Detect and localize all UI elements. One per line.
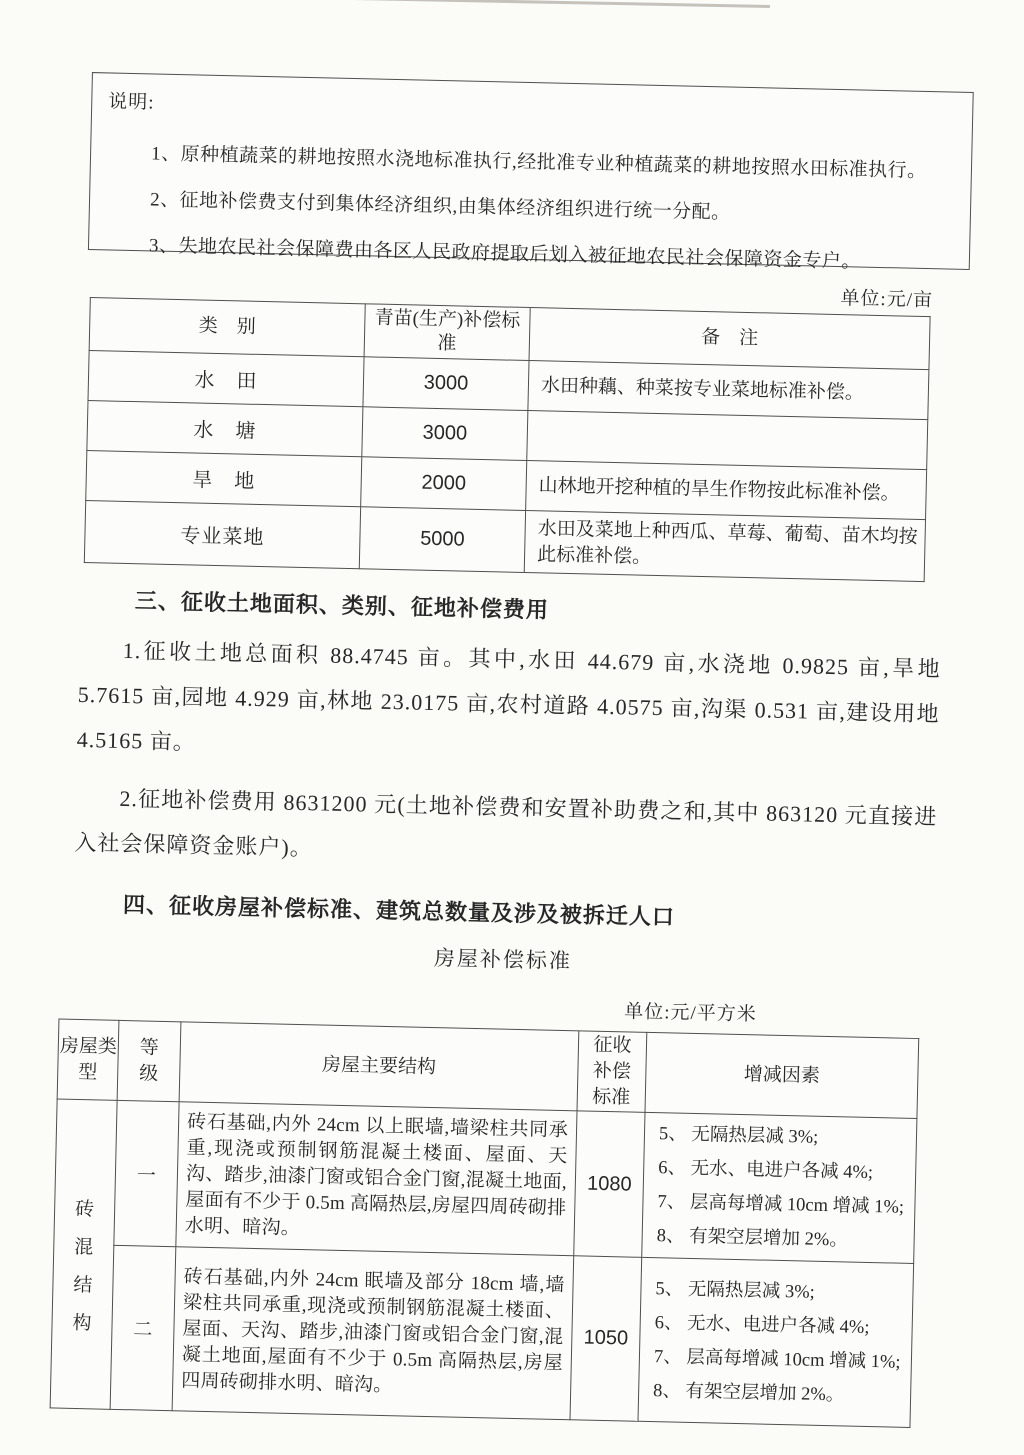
cell-category: 水 田 <box>88 351 364 407</box>
header-remark: 备 注 <box>529 308 930 370</box>
header-standard: 青苗(生产)补偿标准 <box>364 304 530 361</box>
cell-standard: 1080 <box>574 1111 645 1258</box>
factor-item: 8、 有架空层增加 2%。 <box>656 1226 849 1251</box>
land-compensation-table <box>84 297 931 582</box>
cell-grade: 二 <box>110 1245 176 1410</box>
house-compensation-table <box>50 1019 920 1428</box>
factor-item: 8、 有架空层增加 2%。 <box>652 1380 845 1405</box>
cell-factors <box>638 1257 914 1427</box>
factor-item: 6、 无水、电进户各减 4%; <box>654 1312 870 1338</box>
note-item-3: 3、失地农民社会保障费由各区人民政府提取后划入被征地农民社会保障资金专户。 <box>148 235 862 273</box>
factor-item: 6、 无水、电进户各减 4%; <box>658 1158 874 1184</box>
notes-title: 说明: <box>108 91 155 114</box>
cell-remark: 水田及菜地上种西瓜、草莓、葡萄、苗木均按此标准补偿。 <box>524 510 925 581</box>
cell-structure: 砖石基础,内外 24cm 以上眠墙,墙梁柱共同承重,现浇或预制钢筋混凝土楼面、屋面、天沟、踏步,油漆门窗或铝合金门窗,混凝土地面,屋面有不少于 0.5m 高隔热层,房屋四周砖砌排水明、暗沟。 <box>176 1102 577 1256</box>
cell-category: 专业菜地 <box>84 501 360 569</box>
cell-standard: 2000 <box>361 457 527 511</box>
section3-paragraph-2: 2.征地补偿费用 8631200 元(土地补偿费和安置补助费之和,其中 863120 元直接进入社会保障资金账户)。 <box>74 785 938 861</box>
cell-standard: 3000 <box>362 407 528 461</box>
table-row-grade-1 <box>54 1099 917 1263</box>
land-table-unit-label: 单位:元/亩 <box>840 288 934 312</box>
section3-heading: 三、征收土地面积、类别、征地补偿费用 <box>134 588 550 623</box>
header-house-type: 房屋类型 <box>57 1019 119 1100</box>
note-item-1: 1、原种植蔬菜的耕地按照水浇地标准执行,经批准专业种植蔬菜的耕地按照水田标准执行。 <box>150 143 927 183</box>
cell-standard: 1050 <box>570 1256 642 1422</box>
header-factors: 增减因素 <box>645 1032 919 1118</box>
table-row-grade-2 <box>50 1244 913 1427</box>
cell-remark: 山林地开挖种植的旱生作物按此标准补偿。 <box>526 461 927 520</box>
cell-category: 水 塘 <box>87 401 363 457</box>
note-item-2: 2、征地补偿费支付到集体经济组织,由集体经济组织进行统一分配。 <box>149 189 731 224</box>
header-category: 类 别 <box>89 298 365 357</box>
header-structure: 房屋主要结构 <box>179 1022 579 1111</box>
factor-item: 5、 无隔热层减 3%; <box>655 1278 815 1303</box>
cell-category: 旱 地 <box>86 451 362 507</box>
header-standard: 征收补偿标准 <box>577 1031 647 1113</box>
factor-item: 7、 层高每增减 10cm 增减 1%; <box>657 1192 905 1218</box>
cell-standard: 5000 <box>359 507 525 573</box>
cell-house-type <box>50 1099 117 1409</box>
cell-remark: 水田种藕、种菜按专业菜地标准补偿。 <box>528 361 929 420</box>
section4-heading: 四、征收房屋补偿标准、建筑总数量及涉及被拆迁人口 <box>122 891 676 930</box>
factor-item: 5、 无隔热层减 3%; <box>658 1124 819 1148</box>
cell-remark <box>527 411 928 470</box>
cell-factors <box>642 1112 917 1263</box>
cell-grade: 一 <box>114 1100 179 1246</box>
house-type-vertical-text: 砖混结构 <box>72 1198 95 1335</box>
cell-standard: 3000 <box>363 357 529 411</box>
house-table-unit-label: 单位:元/平方米 <box>623 1001 757 1026</box>
house-table-subtitle: 房屋补偿标准 <box>433 946 573 974</box>
section3-paragraph-1: 1.征收土地总面积 88.4745 亩。其中,水田 44.679 亩,水浇地 0.9825 亩,旱地 5.7615 亩,园地 4.929 亩,林地 23.0175 亩,农村道路 4.0575 亩,沟渠 0.531 亩,建设用地 4.5165 亩。 <box>76 637 941 755</box>
header-grade: 等级 <box>117 1020 181 1101</box>
cell-structure: 砖石基础,内外 24cm 眠墙及部分 18cm 墙,墙梁柱共同承重,现浇或预制钢筋混凝土楼面、屋面、天沟、踏步,油漆门窗或铝合金门窗,混凝土地面,屋面有不少于 0.5m 高隔热层,房屋四周砖砌排水明、暗沟。 <box>172 1247 574 1420</box>
factor-item: 7、 层高每增减 10cm 增减 1%; <box>653 1346 901 1373</box>
notes-list <box>148 131 951 287</box>
notes-box <box>88 72 974 273</box>
